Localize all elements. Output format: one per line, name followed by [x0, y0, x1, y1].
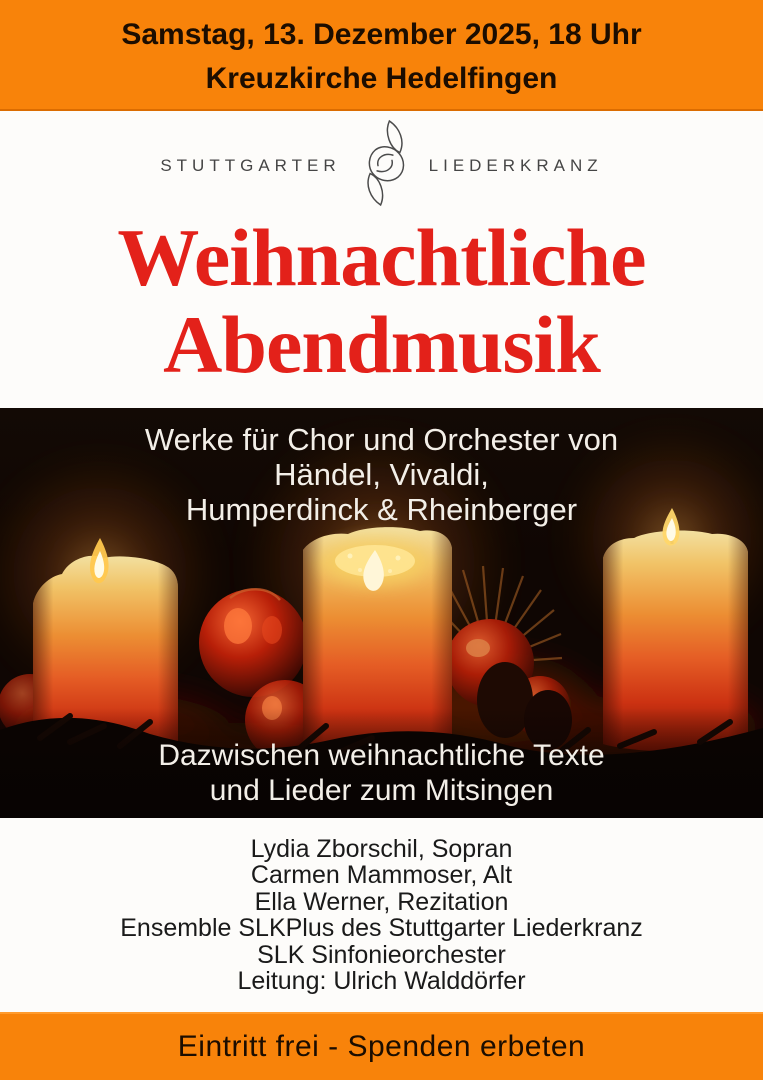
event-venue-line: Kreuzkirche Hedelfingen — [205, 62, 558, 95]
performer-line: Ensemble SLKPlus des Stuttgarter Liederkranz — [120, 914, 643, 942]
interlude-line-1: Dazwischen weihnachtliche Texte — [158, 739, 605, 772]
performer-line: Leitung: Ulrich Walddörfer — [237, 967, 526, 995]
performer-line: Ella Werner, Rezitation — [254, 887, 509, 916]
event-date-banner — [0, 0, 763, 111]
performer-line: SLK Sinfonieorchester — [257, 940, 506, 969]
interlude-text — [0, 738, 763, 808]
logo-word-left: STUTTGARTER — [160, 155, 341, 175]
performer-line: Carmen Mammoser, Alt — [250, 861, 513, 889]
title-line-1: Weihnachtliche — [117, 212, 646, 303]
liederkranz-monogram-icon — [357, 119, 413, 212]
program-line-1: Werke für Chor und Orchester von — [144, 422, 619, 457]
event-date-line: Samstag, 13. Dezember 2025, 18 Uhr — [121, 18, 642, 51]
choir-logo — [160, 119, 602, 212]
program-line-2: Händel, Vivaldi, — [274, 457, 489, 492]
interlude-line-2: und Lieder zum Mitsingen — [209, 774, 554, 807]
title-line-2: Abendmusik — [163, 299, 600, 390]
logo-word-right: LIEDERKRANZ — [428, 155, 603, 175]
performers-list — [0, 818, 763, 1012]
head-section — [0, 111, 763, 408]
program-text — [0, 422, 763, 527]
admission-banner — [0, 1012, 763, 1080]
performer-line: Lydia Zborschil, Sopran — [250, 834, 513, 863]
admission-text: Eintritt frei - Spenden erbeten — [177, 1030, 586, 1063]
page-title — [117, 214, 645, 388]
program-line-3: Humperdinck & Rheinberger — [185, 492, 578, 527]
candles-photo-section — [0, 408, 763, 818]
